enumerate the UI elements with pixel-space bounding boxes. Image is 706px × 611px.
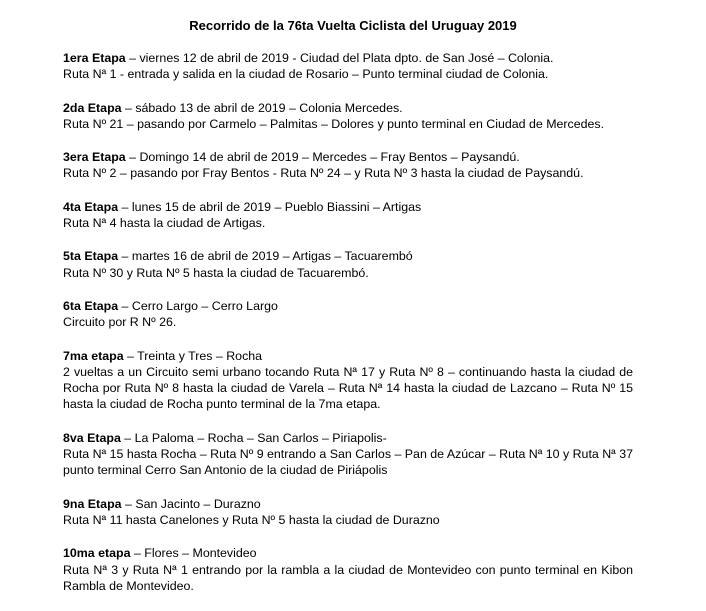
stage-route-description: Ruta Nº 30 y Ruta Nº 5 hasta la ciudad de Tacuarembó. — [63, 265, 369, 280]
stage-route-description: Ruta Nª 3 y Ruta Nª 1 entrando por la rambla a la ciudad de Montevideo con punto terminal en Kibon Rambla de Montevideo. — [63, 562, 633, 593]
stage-heading-line — [63, 430, 633, 446]
stage-block — [63, 430, 633, 479]
stage-heading-line — [63, 199, 633, 215]
stage-date-route: – San Jacinto – Durazno — [121, 496, 261, 511]
stage-route-description: Ruta Nª 4 hasta la ciudad de Artigas. — [63, 216, 266, 231]
stage-title: 2da Etapa — [63, 100, 122, 115]
stage-date-route: – viernes 12 de abril de 2019 - Ciudad del Plata dpto. de San José – Colonia. — [125, 51, 554, 65]
stage-heading-line — [63, 248, 633, 264]
stage-date-route: – La Paloma – Rocha – San Carlos – Piriapolis- — [120, 430, 387, 445]
stage-heading-line — [63, 149, 633, 165]
stage-title: 1era Etapa — [63, 51, 126, 65]
stage-date-route: – Cerro Largo – Cerro Largo — [118, 298, 278, 313]
stage-title: 4ta Etapa — [63, 199, 119, 214]
stage-title: 3era Etapa — [63, 150, 126, 165]
stage-title: 7ma etapa — [63, 348, 124, 363]
stage-date-route: – sábado 13 de abril de 2019 – Colonia Mercedes. — [121, 100, 403, 115]
stage-title: 6ta Etapa — [63, 298, 119, 313]
stage-block — [63, 496, 633, 529]
stage-heading-line — [63, 50, 633, 66]
stage-title: 9na Etapa — [63, 496, 122, 511]
stage-route-description: Ruta Nº 21 – pasando por Carmelo – Palmitas – Dolores y punto terminal en Ciudad de Mercedes. — [63, 116, 605, 131]
stage-block — [63, 248, 633, 281]
stage-list — [63, 50, 633, 594]
stage-block — [63, 149, 633, 182]
stage-route-description: Ruta Nª 1 - entrada y salida en la ciudad de Rosario – Punto terminal ciudad de Colonia. — [63, 67, 549, 82]
stage-block — [63, 100, 633, 133]
stage-route-description: Ruta Nª 11 hasta Canelones y Ruta Nº 5 hasta la ciudad de Durazno — [63, 512, 440, 527]
stage-date-route: – Treinta y Tres – Rocha — [123, 348, 263, 363]
stage-route-description: Circuito por R Nº 26. — [63, 315, 177, 330]
stage-route-description: 2 vueltas a un Circuito semi urbano tocando Ruta Nª 17 y Ruta Nº 8 – continuando hasta la ciudad de Rocha por Ruta Nº 8 hasta la ciudad de Varela – Ruta Nª 14 hasta la ciudad de Lazcano – Ruta Nº 15 hasta la ciudad de Rocha punto terminal de la 7ma etapa. — [63, 364, 633, 412]
document-page — [63, 18, 633, 611]
stage-block — [63, 50, 633, 83]
document-title: Recorrido de la 76ta Vuelta Ciclista del Uruguay 2019 — [189, 18, 517, 33]
stage-date-route: – Flores – Montevideo — [130, 546, 257, 561]
stage-heading-line — [63, 496, 633, 512]
stage-route-description: Ruta Nº 2 – pasando por Fray Bentos - Ruta Nº 24 – y Ruta Nº 3 hasta la ciudad de Paysandú. — [63, 166, 584, 181]
stage-date-route: – martes 16 de abril de 2019 – Artigas – Tacuarembó — [118, 249, 413, 264]
stage-heading-line — [63, 100, 633, 116]
stage-title: 8va Etapa — [63, 430, 121, 445]
stage-heading-line — [63, 348, 633, 364]
stage-route-description: Ruta Nª 15 hasta Rocha – Ruta Nº 9 entrando a San Carlos – Pan de Azúcar – Ruta Nª 10 y Ruta Nª 37 punto terminal Cerro San Antonio de la ciudad de Piriápolis — [63, 447, 633, 478]
stage-date-route: – Domingo 14 de abril de 2019 – Mercedes – Fray Bentos – Paysandú. — [125, 150, 520, 165]
stage-heading-line — [63, 545, 633, 561]
stage-title: 10ma etapa — [63, 546, 131, 561]
stage-title: 5ta Etapa — [63, 249, 119, 264]
stage-heading-line — [63, 298, 633, 314]
stage-block — [63, 545, 633, 594]
stage-block — [63, 298, 633, 331]
stage-block — [63, 348, 633, 413]
stage-block — [63, 199, 633, 232]
stage-date-route: – lunes 15 de abril de 2019 – Pueblo Biassini – Artigas — [118, 199, 422, 214]
